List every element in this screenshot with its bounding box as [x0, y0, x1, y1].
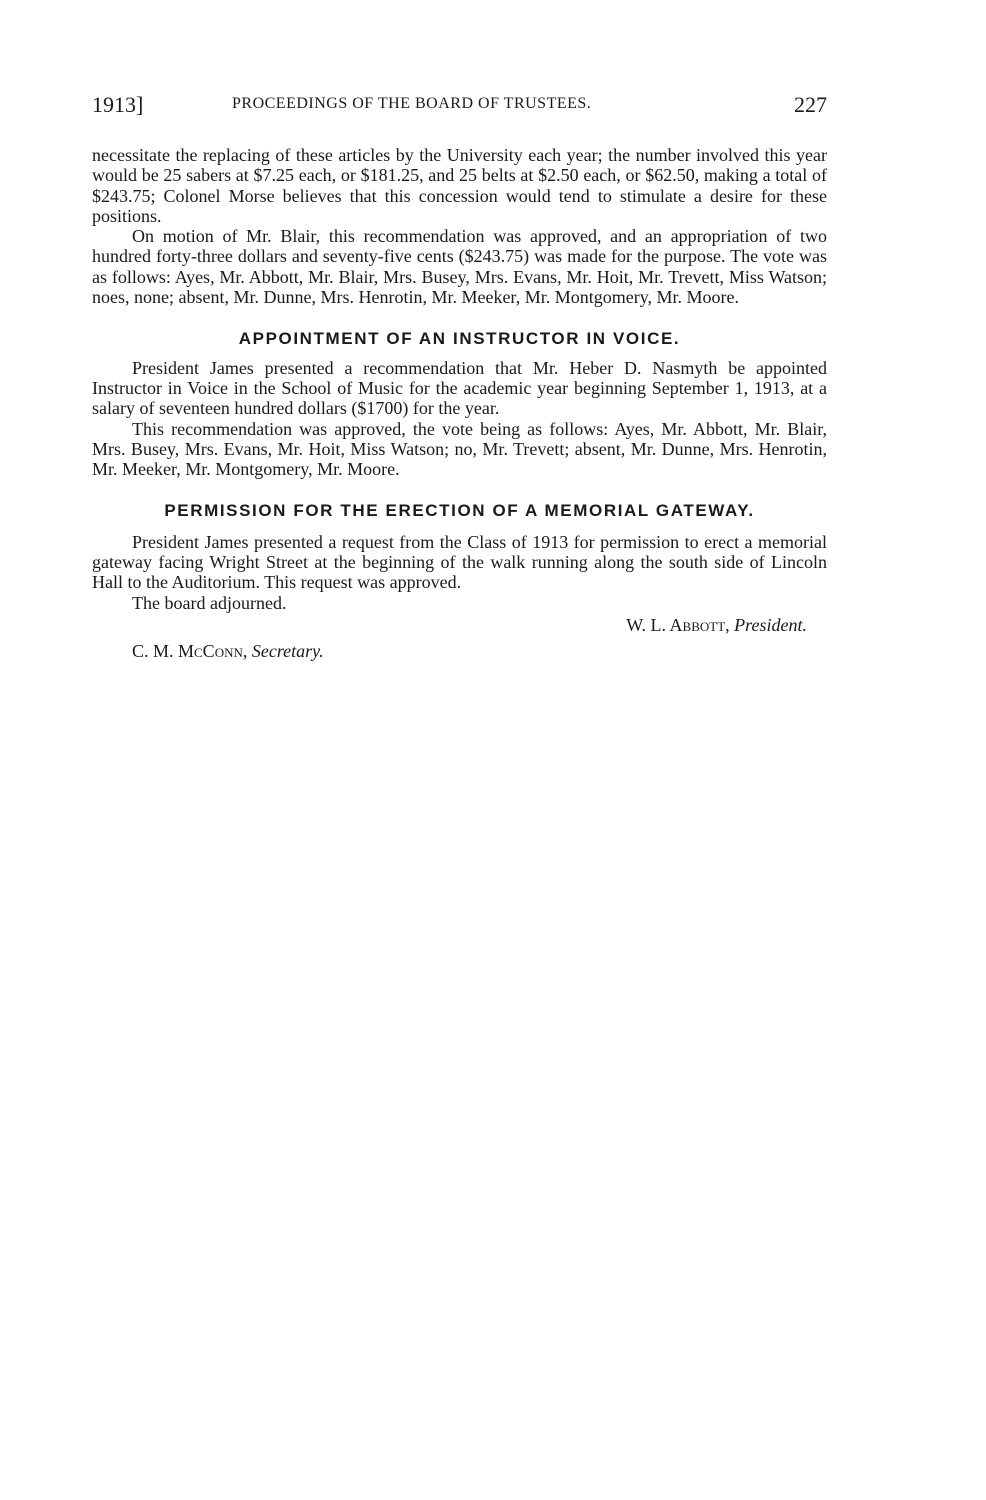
secretary-signature	[132, 641, 324, 661]
section-heading-voice-instructor: APPOINTMENT OF AN INSTRUCTOR IN VOICE.	[238, 329, 681, 349]
paragraph-gateway-request: President James presented a request from the Class of 1913 for permission to erect a memorial gateway facing Wright Street at the beginning of the walk running along the south side of Lincoln Hall to the Auditorium. This request was approved.	[92, 531, 827, 593]
signature-block	[92, 615, 827, 661]
president-name: W. L. Abbott,	[626, 614, 730, 635]
secretary-title: Secretary.	[251, 640, 324, 661]
president-title: President.	[734, 614, 807, 635]
section-heading-memorial-gateway: PERMISSION FOR THE ERECTION OF A MEMORIAL GATEWAY.	[164, 501, 755, 521]
president-signature	[626, 615, 807, 635]
paragraph-nasmyth-recommendation: President James presented a recommendation that Mr. Heber D. Nasmyth be appointed Instructor in Voice in the School of Music for the academic year beginning September 1, 1913, at a salary of seventeen hundred dollars ($1700) for the year.	[92, 357, 827, 419]
paragraph-continuation: necessitate the replacing of these articles by the University each year; the number involved this year would be 25 sabers at $7.25 each, or $181.25, and 25 belts at $2.50 each, or $62.50, making a total of $243.75; Colonel Morse believes that this concession would tend to stimulate a desire for these positions.	[92, 145, 827, 226]
document-body	[92, 145, 827, 661]
page-number: 227	[794, 92, 827, 117]
paragraph-adjourned: The board adjourned.	[132, 592, 287, 613]
running-header	[92, 92, 827, 122]
paragraph-motion-blair: On motion of Mr. Blair, this recommendation was approved, and an appropriation of two hundred forty-three dollars and seventy-five cents ($243.75) was made for the purpose. The vote was as follows: Ayes, Mr. Abbott, Mr. Blair, Mrs. Busey, Mrs. Evans, Mr. Hoit, Mr. Trevett, Miss Watson; noes, none; absent, Mr. Dunne, Mrs. Henrotin, Mr. Meeker, Mr. Montgomery, Mr. Moore.	[92, 226, 827, 308]
header-title: PROCEEDINGS OF THE BOARD OF TRUSTEES.	[232, 95, 592, 112]
paragraph-vote-approved: This recommendation was approved, the vote being as follows: Ayes, Mr. Abbott, Mr. Blair, Mrs. Busey, Mrs. Evans, Mr. Hoit, Miss Watson; no, Mr. Trevett; absent, Mr. Dunne, Mrs. Henrotin, Mr. Meeker, Mr. Montgomery, Mr. Moore.	[92, 418, 827, 480]
secretary-name: C. M. McConn,	[132, 640, 248, 661]
header-year: 1913]	[92, 92, 144, 117]
